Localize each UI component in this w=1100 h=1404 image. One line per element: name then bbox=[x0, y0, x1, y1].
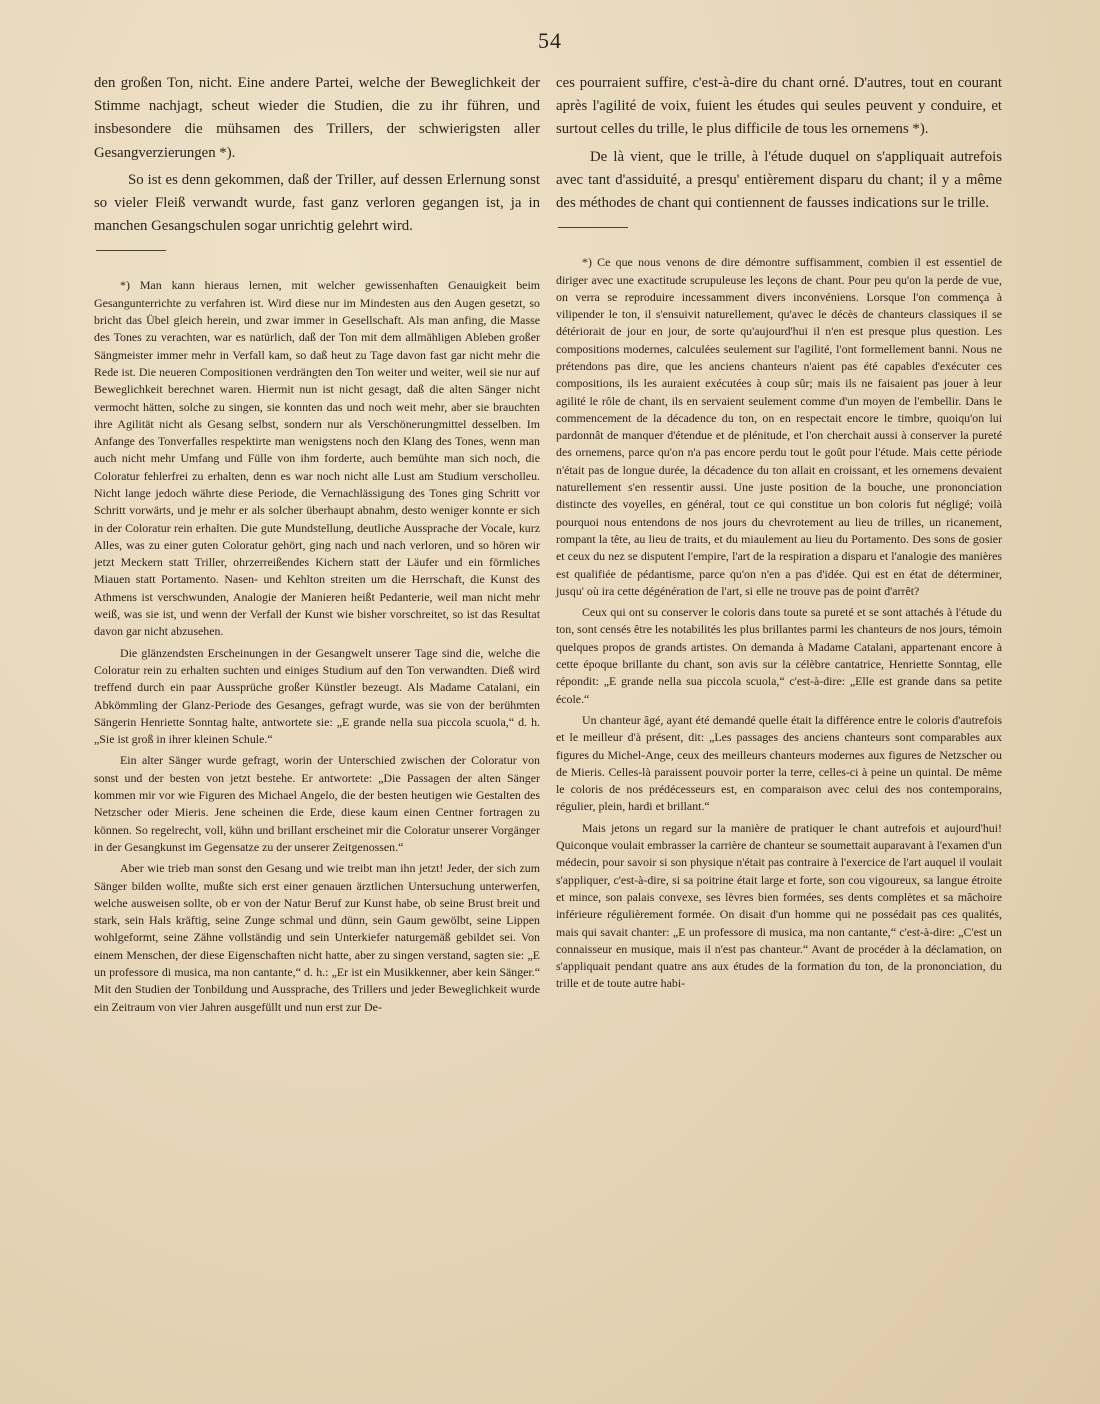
french-footnote-paragraph-1: *) Ce que nous venons de dire démontre suffisamment, combien il est essentiel de diriger avec une exactitude scrupuleuse les leçons de chant. Pour peu qu'on la perde de vue, on verra se reproduire incessamment divers inconvéniens. Lorsque l'on commença à vilipender le ton, il s'ensuivit naturellement, qu'avec le décès de chanteurs classiques il se détériorait de jour en jour, de sorte qu'aujourd'hui il n'en est presque plus question. Les compositions modernes, calculées seulement sur l'agilité, l'ont formellement banni. Nous ne prétendons pas dire, que les anciens chanteurs n'aient pas été capables d'exécuter ces compositions, ils les auraient exécutées à coup sûr; mais ils ne faisaient pas jouer à leur agilité le rôle de chant, ils en servaient seulement comme d'un moyen de l'embellir. Dans le commencement de la décadence du ton, on en respectait encore le timbre, quoiqu'on lui pardonnât de manquer d'étendue et de plénitude, et l'on cherchait aussi à conserver la pureté des ornemens, parce qu'on n'a pas encore perdu tout le goût pour l'étude. Mais cette période n'était pas de longue durée, la décadence du ton allait en croissant, et les ornemens devaient naturellement s'en ressentir aussi. Une juste position de la bouche, une prononciation distincte des voyelles, en général, tout ce qui constitue un bon coloris fut négligé; voilà pourquoi nous entendons de nos jours du chevrotement au lieu de trilles, un ricanement, rompant la tête, au lieu de traits, et du miaulement au lieu du Portamento. Des sons de gosier et ceux du nez se disputent l'empire, l'art de la respiration a disparu et l'analogie des manières est qualifiée de pédantisme, parce qu'on n'en a pas d'idée. Qui est en état de déterminer, jusqu' où ira cette dégénération de l'art, si elle ne trouve pas de point d'arrêt? bbox=[556, 255, 1002, 598]
french-paragraph-2: De là vient, que le trille, à l'étude duquel on s'appliquait autrefois avec tant d'assiduité, a presqu' entièrement disparu du chant; il y a même des méthodes de chant qui contiennent de fausses indications sur le trille. bbox=[556, 148, 1002, 212]
page-number: 54 bbox=[538, 28, 562, 53]
french-footnote-paragraph-2: Ceux qui ont su conserver le coloris dans toute sa pureté et se sont attachés à l'étude du ton, sont censés être les notabilités les plus brillantes parmi les chanteurs de nos jours, témoin quelques propos de grands artistes. On demanda à Madame Catalani, appartenant encore à cette époque brillante du chant, son avis sur la célèbre cantatrice, Henriette Sonntag, elle répondit: „E grande nella sua piccola scuola,“ c'est-à-dire: „Elle est grande dans sa petite école.“ bbox=[556, 605, 1002, 706]
french-footnote bbox=[556, 254, 1002, 992]
french-footnote-paragraph-3: Un chanteur âgé, ayant été demandé quelle était la différence entre le coloris d'autrefois et le meilleur d'à présent, dit: „Les passages des anciens chanteurs sont comparables aux figures du Michel-Ange, ceux des meilleurs chanteurs modernes aux figures de Netzscher ou de Mieris. Celles-là paraissent pouvoir porter la terre, celles-ci à peine un quintal. De même le coloris de nos prédécesseurs est, en comparaison avec celui des nos contemporains, régulier, plein, hardi et brillant.“ bbox=[556, 712, 1002, 814]
german-footnote-paragraph-1: *) Man kann hieraus lernen, mit welcher gewissenhaften Genauigkeit beim Gesangunterrichte zu verfahren ist. Wird diese nur im Mindesten aus den Augen gesetzt, so bricht das Übel gleich herein, und zwar immer in Gesellschaft. Als man anfing, die Masse des Tones zu verachten, war es natürlich, daß der Ton mit dem allmähligen Ableben großer Sängmeister immer mehr in Verfall kam, so daß heut zu Tage davon fast gar nicht mehr die Rede ist. Die neueren Compositionen verdrängten den Ton weiter und weiter, weil sie nur auf Beweglichkeit berechnet waren. Hiermit nun ist nicht gesagt, daß die alten Sänger nicht vermocht hätten, solche zu singen, sie konnten das und noch weit mehr, aber sie brauchten ihre Agilität nicht als Gesang selbst, sondern nur als Verschönerungmittel desselben. Im Anfange des Tonverfalles respektirte man wenigstens noch den Klang des Tones, wenn man auch nicht mehr Umfang und Fülle von ihm forderte, auch bemühte man sich noch, die Coloratur fehlerfrei zu erhalten, denn es war noch nicht alle Lust am Studium verscholleu. Nicht lange jedoch währte diese Periode, die Vernachlässigung des Tones ging Schritt vor Schritt vorwärts, und je mehr er als solcher überhaupt abnahm, desto weniger konnte er sich in der Coloratur rein erhalten. Die gute Mundstellung, deutliche Aussprache der Vocale, kurz Alles, was zu einer guten Coloratur gehört, ging nach und nach verloren, und so hören wir jetzt Meckern statt Triller, ohrzerreißendes Kichern statt der Läufer und ein förmliches Miauen statt Portamento. Nasen- und Kehlton streiten um die Herrschaft, die Kunst des Athmens ist verschwunden, Analogie der Manieren heißt Pedanterie, weil man nicht mehr weiß, was sie ist, und wenn der Verfall der Kunst wie bisher vorschreitet, so ist das Resultat davon gar nicht abzusehen. bbox=[94, 278, 540, 639]
french-paragraph-1: ces pourraient suffire, c'est-à-dire du chant orné. D'autres, tout en courant après l'agilité de voix, fuient les études qui seules peuvent y conduire, et surtout celles du trille, le plus difficile de tous les ornemens *). bbox=[556, 75, 1002, 138]
german-paragraph-2: So ist es denn gekommen, daß der Triller, auf dessen Erlernung sonst so vieler Fleiß verwandt wurde, fast ganz verloren gegangen ist, ja in manchen Gesangschulen sogar unrichtig gelehrt wird. bbox=[94, 171, 540, 235]
german-paragraph-1: den großen Ton, nicht. Eine andere Partei, welche der Beweglichkeit der Stimme nachjagt, scheut wieder die Studien, die zu ihr führen, und insbesondere die mühsamen des Trillers, der schwierigsten aller Gesangverzierungen *). bbox=[94, 75, 540, 161]
german-main-text bbox=[94, 72, 540, 238]
french-footnote-paragraph-4: Mais jetons un regard sur la manière de pratiquer le chant autrefois et aujourd'hui! Quiconque voulait embrasser la carrière de chanteur se soumettait auparavant à l'examen d'un médecin, pour savoir si son physique n'était pas contraire à l'exercice de l'art auquel il voulait s'appliquer, c'est-à-dire, si sa poitrine était large et forte, son cou vigoureux, sa langue étroite et mince, son palais convexe, ses lèvres bien formées, ses dents complètes et sa mâchoire inférieure régulièrement formée. On disait d'un homme qui ne possédait pas ces qualités, mais qui savait chanter: „E un professore di musica, ma non cantante,“ c'est-à-dire: „C'est un connaisseur en musique, mais il n'est pas chanteur.“ Avant de procéder à la déclamation, on s'appliquait pendant quatre ans aux études de la formation du ton, de la prononciation, du trille et de toute autre habi- bbox=[556, 820, 1002, 991]
footnote-divider bbox=[96, 250, 166, 251]
german-footnote-paragraph-3: Ein alter Sänger wurde gefragt, worin der Unterschied zwischen der Coloratur von sonst und der besten von jetzt bestehe. Er antwortete: „Die Passagen der alten Sänger kommen mir vor wie Figuren des Michael Angelo, die der besten heutigen wie Gestalten des Netzscher oder Mieris. Jene scheinen die Erde, diese kaum einen Centner fortragen zu können. So regelrecht, voll, kühn und brillant erscheinet mir die Coloratur unserer Vorgänger in der Gesangkunst im Gegensatze zu der unserer Zeitgenossen.“ bbox=[94, 753, 540, 854]
german-column bbox=[94, 72, 540, 1016]
french-main-text bbox=[556, 72, 1002, 215]
german-footnote bbox=[94, 277, 540, 1015]
french-column bbox=[556, 72, 1002, 993]
footnote-divider bbox=[558, 227, 628, 228]
german-footnote-paragraph-4: Aber wie trieb man sonst den Gesang und wie treibt man ihn jetzt! Jeder, der sich zum Sänger bilden wollte, mußte sich erst einer genauen ärztlichen Untersuchung unterwerfen, welche ausweisen sollte, ob er von der Natur Beruf zur Kunst habe, ob seine Brust breit und stark, sein Hals kräftig, seine Zunge schmal und dünn, sein Gaum gewölbt, seine Lippen wohlgeformt, seine Zähne vollständig und sein Unterkiefer naturgemäß gebildet sei. Von einem Menschen, der diese Eigenschaften nicht hatte, aber zu singen verstand, sagten sie: „E un professore di musica, ma non cantante,“ d. h.: „Er ist ein Musikkenner, aber kein Sänger.“ Mit den Studien der Tonbildung und Aussprache, des Trillers und jeder Beweglichkeit wurde ein Zeitraum von vier Jahren ausgefüllt und nun erst zur De- bbox=[94, 861, 540, 1014]
german-footnote-paragraph-2: Die glänzendsten Erscheinungen in der Gesangwelt unserer Tage sind die, welche die Coloratur rein zu erhalten suchten und einiges Studium auf den Ton verwandten. Dieß wird treffend durch ein paar Aussprüche großer Künstler bezeugt. Als Madame Catalani, ein Abkömmling der Glanz-Periode des Gesanges, gefragt wurde, was sie von der berühmten Sängerin Henriette Sonntag halte, antwortete sie: „E grande nella sua piccola scuola,“ d. h. „Sie ist groß in ihrer kleinen Schule.“ bbox=[94, 645, 540, 747]
